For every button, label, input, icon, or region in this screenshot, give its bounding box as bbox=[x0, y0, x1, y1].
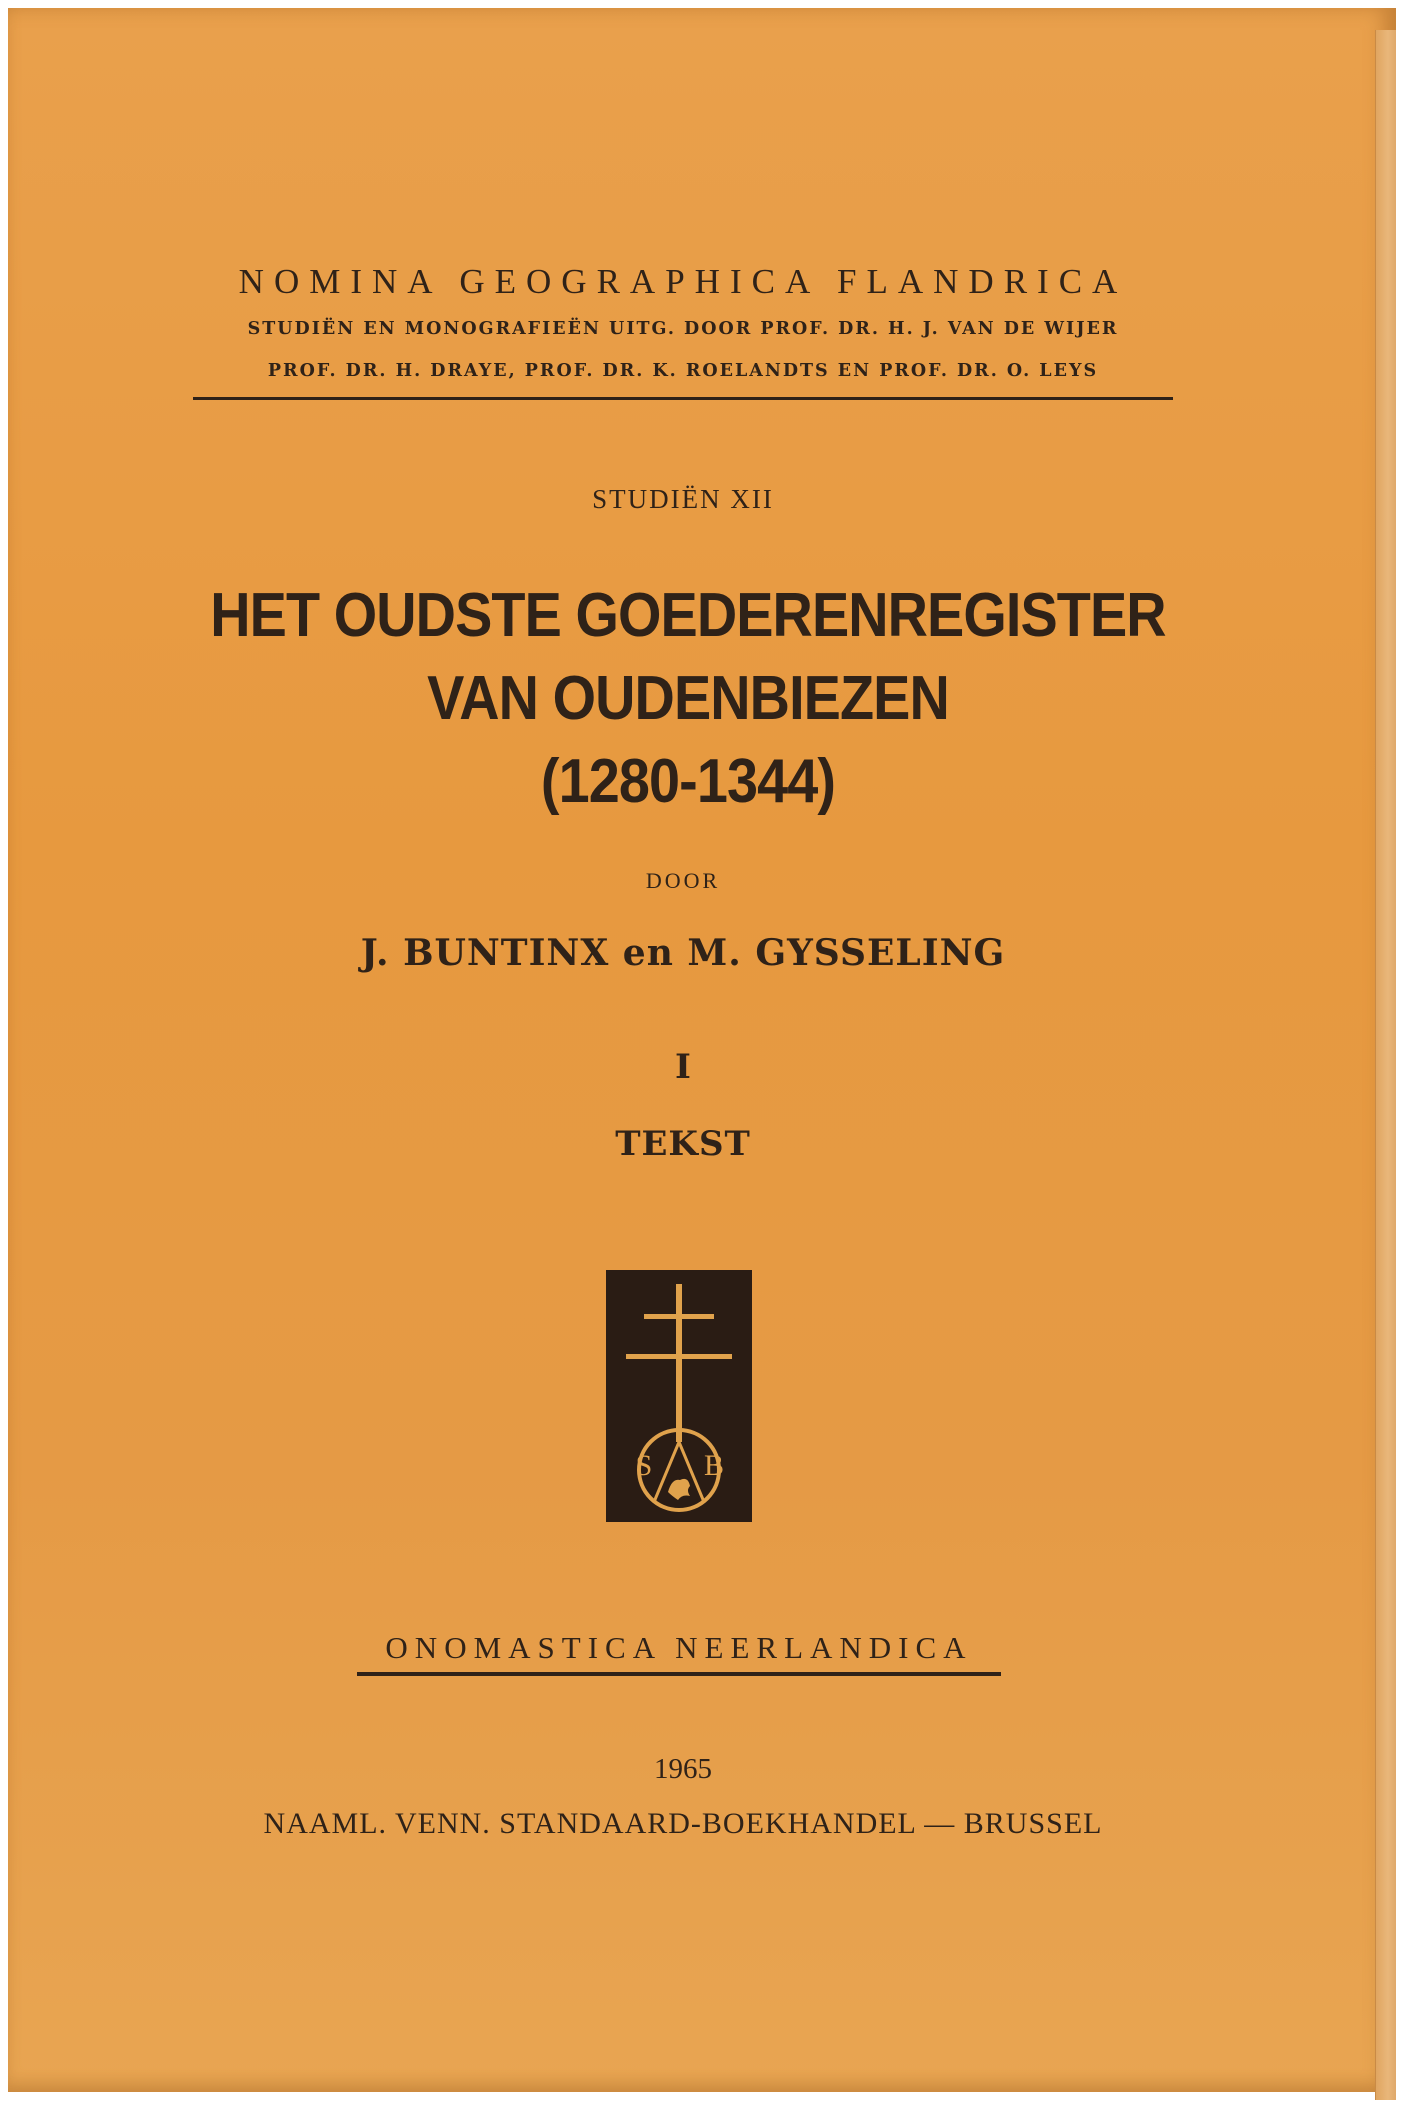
svg-text:B: B bbox=[703, 1449, 725, 1482]
book-cover bbox=[8, 8, 1396, 2092]
series-editors-line-1: STUDIËN EN MONOGRAFIEËN UITG. DOOR PROF. DR. H. J. VAN DE WIJER bbox=[247, 319, 1119, 339]
cross-seal-emblem-icon bbox=[606, 1270, 752, 1522]
title-line-2: VAN OUDENBIEZEN bbox=[427, 664, 949, 733]
publication-year: 1965 bbox=[654, 1753, 712, 1785]
series-editors-line-2: PROF. DR. H. DRAYE, PROF. DR. K. ROELANDTS EN PROF. DR. O. LEYS bbox=[267, 361, 1099, 381]
imprint-series: ONOMASTICA NEERLANDICA bbox=[385, 1630, 973, 1665]
title-line-3: (1280-1344) bbox=[540, 747, 836, 816]
svg-text:S: S bbox=[635, 1449, 653, 1482]
publisher: NAAML. VENN. STANDAARD-BOEKHANDEL — BRUSSEL bbox=[263, 1807, 1103, 1840]
series-divider bbox=[193, 397, 1173, 400]
imprint-divider bbox=[357, 1672, 1001, 1676]
studies-number: STUDIËN XII bbox=[592, 484, 774, 514]
by-label: DOOR bbox=[645, 868, 721, 893]
title-line-1: HET OUDSTE GOEDERENREGISTER bbox=[210, 581, 1166, 650]
part-title: TEKST bbox=[615, 1124, 751, 1164]
volume-number: I bbox=[675, 1047, 691, 1087]
authors: J. BUNTINX en M. GYSSELING bbox=[360, 932, 1006, 974]
page-edge bbox=[1375, 30, 1396, 2100]
series-title: NOMINA GEOGRAPHICA FLANDRICA bbox=[238, 262, 1128, 301]
